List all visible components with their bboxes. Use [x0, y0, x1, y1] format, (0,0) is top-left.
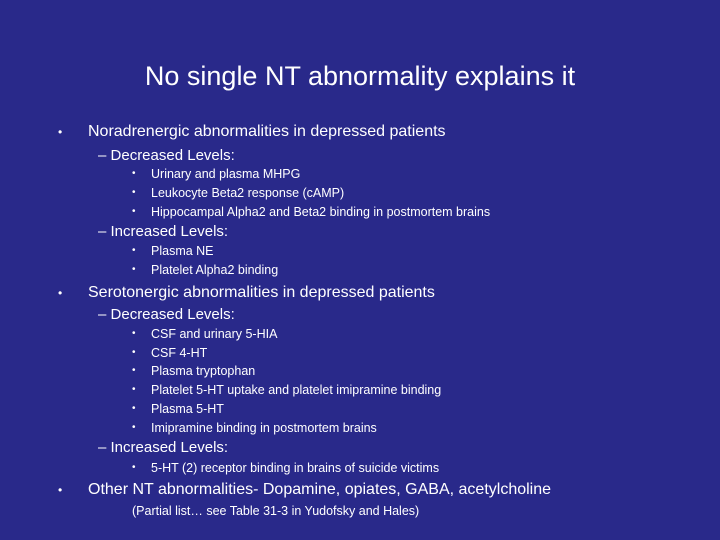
- bullet-mark: •: [132, 264, 136, 275]
- list-item-text: Imipramine binding in postmortem brains: [151, 421, 377, 435]
- dash-mark: –: [98, 147, 107, 164]
- bullet-mark: •: [132, 347, 136, 358]
- serotonergic-decreased-label: [98, 305, 235, 325]
- list-item-text: Hippocampal Alpha2 and Beta2 binding in postmortem brains: [151, 205, 491, 219]
- list-item-text: Leukocyte Beta2 response (cAMP): [151, 186, 345, 200]
- list-item-text: Plasma tryptophan: [151, 364, 256, 378]
- increased-label: Increased Levels:: [110, 223, 229, 240]
- bullet-mark: •: [132, 245, 136, 256]
- noradrenergic-decreased-label: [98, 146, 235, 166]
- other-heading: Other NT abnormalities- Dopamine, opiates, GABA, acetylcholine: [88, 481, 552, 498]
- bullet-mark: •: [132, 403, 136, 414]
- partial-list-note: (Partial list… see Table 31-3 in Yudofsky and Hales): [132, 504, 420, 518]
- dash-mark: –: [98, 439, 107, 456]
- bullet-mark: •: [132, 384, 136, 395]
- decreased-label: Decreased Levels:: [110, 306, 235, 323]
- list-item-text: Plasma 5-HT: [151, 402, 224, 416]
- bullet-mark: •: [132, 187, 136, 198]
- noradrenergic-heading: Noradrenergic abnormalities in depressed patients: [88, 123, 446, 140]
- bullet-mark: •: [132, 328, 136, 339]
- list-item-text: Plasma NE: [151, 244, 214, 258]
- dash-mark: –: [98, 223, 107, 240]
- bullet-mark: •: [132, 365, 136, 376]
- noradrenergic-increased-label: [98, 222, 228, 242]
- bullet-mark: •: [58, 483, 63, 497]
- serotonergic-increased-label: [98, 438, 228, 458]
- list-item-text: Urinary and plasma MHPG: [151, 167, 301, 181]
- increased-label: Increased Levels:: [110, 439, 229, 456]
- list-item-text: CSF and urinary 5-HIA: [151, 327, 278, 341]
- dash-mark: –: [98, 306, 107, 323]
- slide-title: No single NT abnormality explains it: [144, 61, 576, 91]
- bullet-mark: •: [58, 286, 63, 300]
- bullet-mark: •: [132, 462, 136, 473]
- list-item-text: Platelet 5-HT uptake and platelet imipramine binding: [151, 383, 442, 397]
- decreased-label: Decreased Levels:: [110, 147, 235, 164]
- list-item-text: 5-HT (2) receptor binding in brains of suicide victims: [151, 461, 440, 475]
- bullet-mark: •: [132, 422, 136, 433]
- bullet-mark: •: [58, 125, 63, 139]
- list-item-text: CSF 4-HT: [151, 346, 208, 360]
- list-item-text: Platelet Alpha2 binding: [151, 263, 279, 277]
- bullet-mark: •: [132, 206, 136, 217]
- bullet-mark: •: [132, 168, 136, 179]
- serotonergic-heading: Serotonergic abnormalities in depressed patients: [88, 284, 435, 301]
